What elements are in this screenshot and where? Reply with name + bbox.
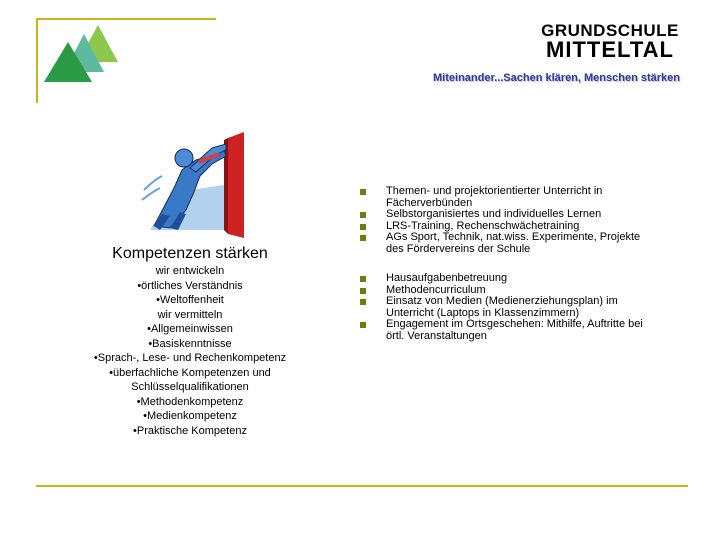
list-item — [360, 273, 660, 285]
list-item-text: Themen- und projektorientierter Unterricht in Fächerverbünden — [386, 185, 603, 209]
square-bullet-icon — [360, 224, 366, 230]
frame-line-top — [36, 18, 216, 20]
list-item-text: Einsatz von Medien (Medienerziehungsplan) im Unterricht (Laptops in Klassenzimmern) — [386, 295, 618, 319]
competency-item: Schlüsselqualifikationen — [131, 381, 249, 393]
competency-item: •Praktische Kompetenz — [133, 424, 247, 437]
school-name-line2: MITTELTAL — [546, 37, 674, 62]
list-item-text: Engagement im Ortsgeschehen: Mithilfe, Auftritte bei örtl. Veranstaltungen — [386, 318, 643, 342]
square-bullet-icon — [360, 235, 366, 241]
competency-item: wir vermitteln — [157, 308, 223, 321]
school-name — [520, 22, 700, 61]
square-bullet-icon — [360, 276, 366, 282]
list-item-text: AGs Sport, Technik, nat.wiss. Experimente, Projekte des Fördervereins der Schule — [386, 231, 641, 255]
competency-item: •Allgemeinwissen — [147, 323, 233, 335]
list-item — [360, 296, 660, 319]
competency-item: •Medienkompetenz — [143, 410, 237, 422]
list-item — [360, 232, 660, 255]
frame-line-vertical — [36, 18, 38, 103]
school-name-line1: GRUNDSCHULE — [541, 21, 679, 40]
person-pushing-wall-icon — [140, 130, 260, 240]
slogan: Miteinander...Sachen klären, Menschen stärken — [433, 72, 680, 84]
competency-item: •Methodenkompetenz — [136, 395, 244, 408]
competency-item: •Sprach-, Lese- und Rechenkompetenz — [93, 352, 287, 364]
competency-item: •örtliches Verständnis — [137, 279, 243, 292]
competency-item: •Basiskenntnisse — [148, 337, 232, 350]
competency-item: •Weltoffenheit — [156, 294, 224, 306]
square-bullet-icon — [360, 299, 366, 305]
list-item-text: LRS-Training, Rechenschwächetraining — [386, 219, 580, 232]
list-item-text: Methodencurriculum — [386, 283, 486, 296]
list-item — [360, 209, 660, 221]
measures-list — [360, 186, 660, 342]
mountains-logo-icon — [40, 22, 120, 84]
group-spacer — [360, 255, 660, 273]
square-bullet-icon — [360, 322, 366, 328]
competency-list — [60, 264, 320, 438]
list-item-text: Selbstorganisiertes und individuelles Lernen — [386, 208, 602, 220]
competency-item: •überfachliche Kompetenzen und — [109, 366, 271, 379]
square-bullet-icon — [360, 189, 366, 195]
list-item-text: Hausaufgabenbetreuung — [386, 272, 508, 284]
list-item — [360, 186, 660, 209]
list-item — [360, 319, 660, 342]
frame-line-bottom — [36, 485, 688, 487]
square-bullet-icon — [360, 288, 366, 294]
section-title: Kompetenzen stärken — [112, 245, 268, 262]
competency-item: wir entwickeln — [155, 265, 225, 277]
square-bullet-icon — [360, 212, 366, 218]
